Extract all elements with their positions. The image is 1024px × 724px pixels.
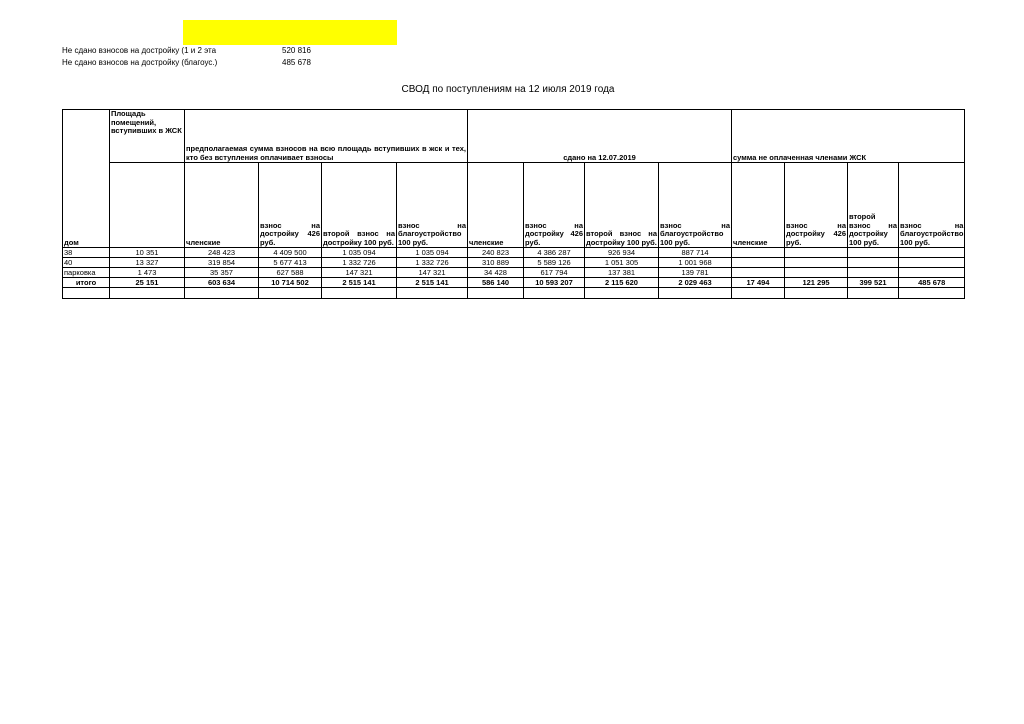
empty-cell [185,288,259,299]
cell-exp-improve: 147 321 [397,268,468,278]
cell-exp-member: 603 634 [185,278,259,288]
cell-dom: 40 [63,258,110,268]
header-paid: сдано на 12.07.2019 [468,110,732,163]
cell-exp-build: 4 409 500 [259,248,322,258]
cell-paid-improve: 2 029 463 [659,278,732,288]
cell-exp-member: 35 357 [185,268,259,278]
cell-unpaid-second [848,248,899,258]
empty-cell [585,288,659,299]
cell-exp-improve: 2 515 141 [397,278,468,288]
highlight-box [183,20,397,45]
pending-value: 520 816 [282,46,311,55]
empty-cell [732,288,785,299]
cell-paid-second: 926 934 [585,248,659,258]
cell-paid-build: 10 593 207 [524,278,585,288]
cell-paid-member: 310 889 [468,258,524,268]
cell-paid-improve: 887 714 [659,248,732,258]
cell-paid-second: 2 115 620 [585,278,659,288]
cell-exp-member: 248 423 [185,248,259,258]
cell-unpaid-member [732,248,785,258]
cell-area: 13 327 [110,258,185,268]
empty-cell [110,288,185,299]
cell-area: 25 151 [110,278,185,288]
subheader-unpaid-member: членские [732,163,785,248]
empty-cell [468,288,524,299]
empty-cell [659,288,732,299]
cell-exp-build: 10 714 502 [259,278,322,288]
cell-unpaid-second [848,268,899,278]
header-unpaid: сумма не оплаченная членами ЖСК [732,110,965,163]
cell-paid-build: 4 386 287 [524,248,585,258]
cell-unpaid-second [848,258,899,268]
cell-paid-improve: 139 781 [659,268,732,278]
cell-exp-second: 1 035 094 [322,248,397,258]
cell-unpaid-member [732,268,785,278]
header-expected: предполагаемая сумма взносов на всю площадь вступивших в жск и тех, кто без вступления оплачивает взносы [185,110,468,163]
subheader-paid-build: взнос на достройку 426 руб. [524,163,585,248]
subheader-exp-member: членские [185,163,259,248]
table-empty-row [63,288,965,299]
cell-unpaid-build [785,248,848,258]
subheader-area-blank [110,163,185,248]
empty-cell [524,288,585,299]
cell-dom: парковка [63,268,110,278]
pending-value: 485 678 [282,58,311,67]
pending-label: Не сдано взносов на достройку (благоус.) [62,58,218,67]
empty-cell [63,288,110,299]
empty-cell [322,288,397,299]
empty-cell [785,288,848,299]
table-row [63,268,965,278]
cell-dom: 38 [63,248,110,258]
table-row [63,248,965,258]
cell-unpaid-member [732,258,785,268]
cell-unpaid-improve [899,268,965,278]
cell-paid-second: 1 051 305 [585,258,659,268]
empty-cell [848,288,899,299]
empty-cell [899,288,965,299]
cell-dom: итого [63,278,110,288]
pending-label: Не сдано взносов на достройку (1 и 2 эта [62,46,217,55]
summary-table [62,109,965,299]
cell-area: 1 473 [110,268,185,278]
subheader-paid-improve: взнос на благоустройство 100 руб. [659,163,732,248]
subheader-exp-second: второй взнос на достройку 100 руб. [322,163,397,248]
cell-unpaid-improve: 485 678 [899,278,965,288]
table-row [63,258,965,268]
cell-paid-build: 617 794 [524,268,585,278]
subheader-exp-improve: взнос на благоустройство 100 руб. [397,163,468,248]
cell-unpaid-improve [899,258,965,268]
subheader-paid-member: членские [468,163,524,248]
empty-cell [397,288,468,299]
pending-row [62,57,342,69]
cell-unpaid-build [785,258,848,268]
cell-paid-second: 137 381 [585,268,659,278]
cell-exp-improve: 1 035 094 [397,248,468,258]
header-area: Площадь помещений, вступивших в ЖСК [110,110,185,163]
cell-paid-build: 5 589 126 [524,258,585,268]
cell-paid-member: 34 428 [468,268,524,278]
header-dom: дом [63,110,110,248]
cell-paid-improve: 1 001 968 [659,258,732,268]
empty-cell [259,288,322,299]
cell-exp-member: 319 854 [185,258,259,268]
cell-exp-second: 2 515 141 [322,278,397,288]
cell-paid-member: 240 823 [468,248,524,258]
pending-summary [62,45,342,69]
cell-unpaid-build [785,268,848,278]
page-title: СВОД по поступлениям на 12 июля 2019 года [401,84,615,95]
subheader-unpaid-build: взнос на достройку 426 руб. [785,163,848,248]
cell-exp-build: 5 677 413 [259,258,322,268]
pending-row [62,45,342,57]
cell-paid-member: 586 140 [468,278,524,288]
cell-area: 10 351 [110,248,185,258]
cell-exp-second: 1 332 726 [322,258,397,268]
table-header-row [63,110,965,163]
subheader-paid-second: второй взнос на достройку 100 руб. [585,163,659,248]
cell-exp-second: 147 321 [322,268,397,278]
cell-unpaid-member: 17 494 [732,278,785,288]
cell-exp-build: 627 588 [259,268,322,278]
subheader-exp-build: взнос на достройку 426 руб. [259,163,322,248]
table-total-row [63,278,965,288]
subheader-unpaid-improve: взнос на благоустройство 100 руб. [899,163,965,248]
cell-unpaid-build: 121 295 [785,278,848,288]
table-subheader-row [63,163,965,248]
cell-exp-improve: 1 332 726 [397,258,468,268]
subheader-unpaid-second: второй взнос на достройку 100 руб. [848,163,899,248]
cell-unpaid-second: 399 521 [848,278,899,288]
cell-unpaid-improve [899,248,965,258]
